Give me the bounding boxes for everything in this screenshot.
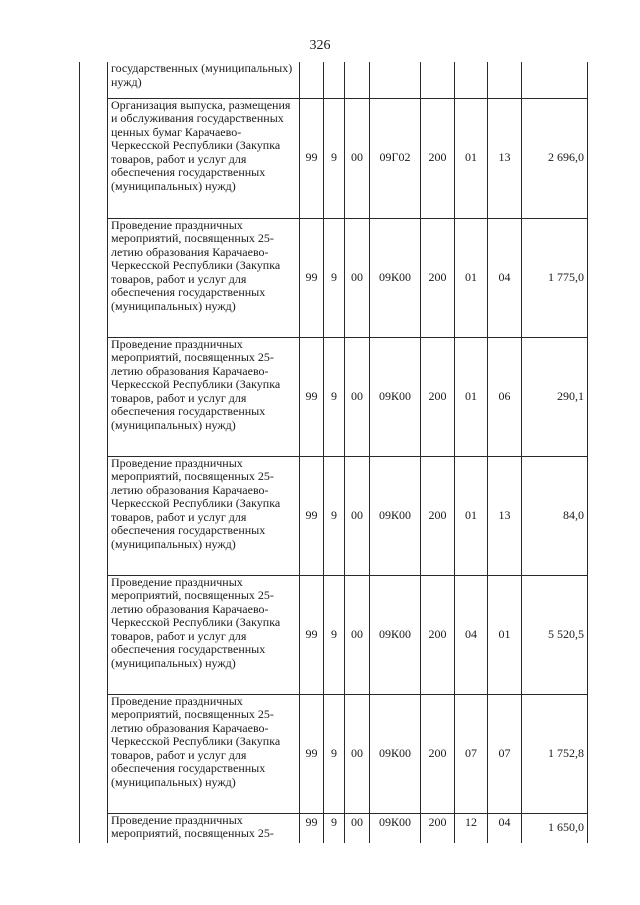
direction-code-cell: 09К00 [370,694,421,813]
amount-cell: 5 520,5 [522,575,588,694]
row-spacer-cell [80,813,108,843]
amount-cell: 1 752,8 [522,694,588,813]
expense-name-cell: Проведение праздничных мероприятий, посвященных 25- [108,813,300,843]
row-spacer-cell [80,218,108,337]
event-group-code-cell: 00 [345,575,370,694]
subsection-cell: 13 [488,98,522,218]
section-cell: 04 [455,575,488,694]
section-cell [455,62,488,98]
table-row [80,62,588,98]
section-cell: 01 [455,456,488,575]
expense-type-cell: 200 [421,813,455,843]
direction-code-cell: 09К00 [370,456,421,575]
subsection-cell: 13 [488,456,522,575]
expense-name-cell: Проведение праздничных мероприятий, посвященных 25-летию образования Карачаево-Черкесской Республики (Закупка товаров, работ и услуг для обеспечения государственных (муниципальных) нужд) [108,575,300,694]
expense-name-cell: Проведение праздничных мероприятий, посвященных 25-летию образования Карачаево-Черкесской Республики (Закупка товаров, работ и услуг для обеспечения государственных (муниципальных) нужд) [108,337,300,456]
expense-name-cell: государственных (муниципальных) нужд) [108,62,300,98]
subprogram-code-cell: 9 [324,813,345,843]
subprogram-code-cell [324,62,345,98]
row-spacer-cell [80,337,108,456]
subsection-cell: 04 [488,218,522,337]
amount-cell: 2 696,0 [522,98,588,218]
row-spacer-cell [80,456,108,575]
program-code-cell: 99 [300,813,324,843]
direction-code-cell [370,62,421,98]
program-code-cell: 99 [300,575,324,694]
direction-code-cell: 09К00 [370,218,421,337]
table-row [80,694,588,813]
section-cell: 12 [455,813,488,843]
table-body [80,62,588,843]
budget-table [79,62,588,843]
event-group-code-cell: 00 [345,813,370,843]
expense-type-cell: 200 [421,98,455,218]
direction-code-cell: 09К00 [370,337,421,456]
expense-type-cell: 200 [421,575,455,694]
row-spacer-cell [80,98,108,218]
table-row [80,456,588,575]
event-group-code-cell: 00 [345,218,370,337]
page-number: 326 [309,38,331,53]
program-code-cell: 99 [300,337,324,456]
expense-type-cell: 200 [421,218,455,337]
row-spacer-cell [80,575,108,694]
amount-cell: 1 775,0 [522,218,588,337]
event-group-code-cell: 00 [345,456,370,575]
event-group-code-cell: 00 [345,337,370,456]
program-code-cell: 99 [300,98,324,218]
amount-cell: 1 650,0 [522,813,588,843]
expense-type-cell: 200 [421,694,455,813]
direction-code-cell: 09Г02 [370,98,421,218]
section-cell: 01 [455,218,488,337]
row-spacer-cell [80,62,108,98]
subsection-cell [488,62,522,98]
row-spacer-cell [80,694,108,813]
expense-name-cell: Проведение праздничных мероприятий, посвященных 25-летию образования Карачаево-Черкесской Республики (Закупка товаров, работ и услуг для обеспечения государственных (муниципальных) нужд) [108,694,300,813]
direction-code-cell: 09К00 [370,813,421,843]
subsection-cell: 06 [488,337,522,456]
expense-type-cell: 200 [421,456,455,575]
table-row [80,813,588,843]
direction-code-cell: 09К00 [370,575,421,694]
table-row [80,98,588,218]
subprogram-code-cell: 9 [324,456,345,575]
program-code-cell: 99 [300,694,324,813]
subsection-cell: 07 [488,694,522,813]
table-row [80,575,588,694]
program-code-cell: 99 [300,218,324,337]
expense-type-cell [421,62,455,98]
section-cell: 01 [455,337,488,456]
amount-cell: 290,1 [522,337,588,456]
amount-cell: 84,0 [522,456,588,575]
expense-name-cell: Проведение праздничных мероприятий, посвященных 25-летию образования Карачаево-Черкесской Республики (Закупка товаров, работ и услуг для обеспечения государственных (муниципальных) нужд) [108,456,300,575]
subprogram-code-cell: 9 [324,575,345,694]
amount-cell [522,62,588,98]
subsection-cell: 01 [488,575,522,694]
program-code-cell: 99 [300,456,324,575]
event-group-code-cell: 00 [345,694,370,813]
expense-name-cell: Проведение праздничных мероприятий, посвященных 25-летию образования Карачаево-Черкесской Республики (Закупка товаров, работ и услуг для обеспечения государственных (муниципальных) нужд) [108,218,300,337]
section-cell: 01 [455,98,488,218]
event-group-code-cell [345,62,370,98]
event-group-code-cell: 00 [345,98,370,218]
subprogram-code-cell: 9 [324,694,345,813]
table-row [80,337,588,456]
subprogram-code-cell: 9 [324,218,345,337]
program-code-cell [300,62,324,98]
expense-type-cell: 200 [421,337,455,456]
section-cell: 07 [455,694,488,813]
subprogram-code-cell: 9 [324,337,345,456]
table-row [80,218,588,337]
subprogram-code-cell: 9 [324,98,345,218]
expense-name-cell: Организация выпуска, размещения и обслуживания государственных ценных бумаг Карачаево-Черкесской Республики (Закупка товаров, работ и услуг для обеспечения государственных (муниципальных) нужд) [108,98,300,218]
subsection-cell: 04 [488,813,522,843]
